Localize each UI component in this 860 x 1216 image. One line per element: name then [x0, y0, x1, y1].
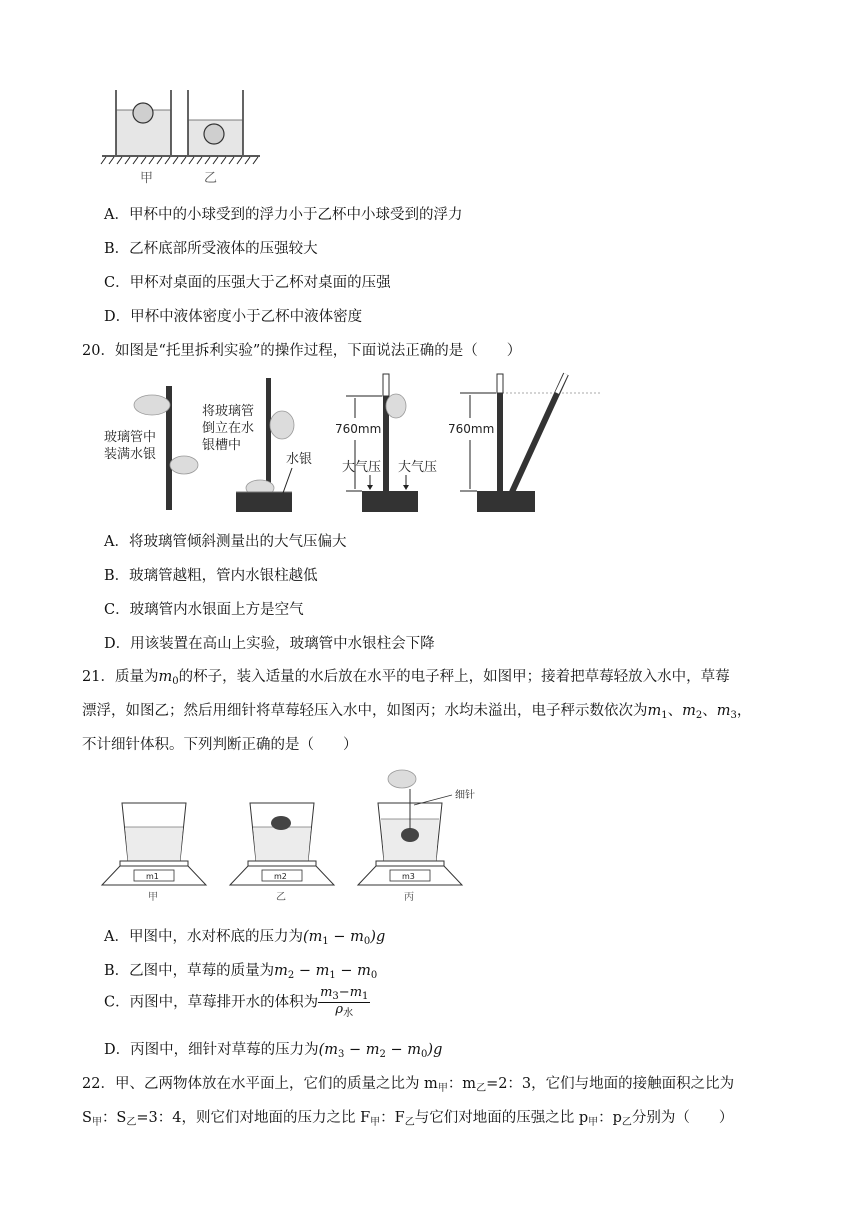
fig21-caption-3: 丙 [404, 892, 414, 903]
label-yi: 乙 [204, 171, 218, 186]
q21-stem-line-3: 不计细针体积。下列判断正确的是（ ） [82, 737, 358, 753]
fig21-scale-3: m3 [402, 872, 415, 881]
fig20-text-6: 水银 [286, 452, 313, 467]
label-jia: 甲 [140, 171, 154, 186]
figure-20 [100, 370, 600, 515]
q21-stem-1a: 21．质量为 [82, 669, 159, 685]
fig20-text-2: 装满水银 [104, 447, 157, 462]
fig21-scale-1: m1 [146, 872, 159, 881]
q21-option-b: B．乙图中，草莓的质量为$m_2 - m_1 - m_0$ [104, 963, 378, 981]
q21-option-d: D．丙图中，细针对草莓的压力为$(m_3 - m_2 - m_0)g$ [104, 1042, 443, 1060]
q19-option-d: D．甲杯中液体密度小于乙杯中液体密度 [104, 309, 363, 325]
q19-option-b: B．乙杯底部所受液体的压强较大 [104, 241, 318, 257]
fig20-pressure-2: 大气压 [398, 460, 438, 475]
fig21-needle-label: 细针 [455, 790, 475, 801]
fig20-text-5: 银槽中 [202, 438, 242, 453]
q20-option-a: A．将玻璃管倾斜测量出的大气压偏大 [104, 534, 347, 550]
fig20-pressure-1: 大气压 [342, 460, 382, 475]
q20-stem: 20．如图是“托里拆利实验”的操作过程，下面说法正确的是（ ） [82, 343, 522, 359]
q22-line-1: 22．甲、乙两物体放在水平面上，它们的质量之比为 $m_甲$：$m_乙=2$：3，它们与地面的接触面积之比为 [82, 1076, 735, 1094]
figure-21 [100, 765, 500, 905]
q19-option-a: A．甲杯中的小球受到的浮力小于乙杯中小球受到的浮力 [104, 207, 463, 223]
q22-line-2: $S_甲$：$S_乙=3$：4，则它们对地面的压力之比 $F_甲$：$F_乙$与它们对地面的压强之比 $p_甲$：$p_乙$分别为（ ） [82, 1110, 734, 1128]
q21-stem-2: 漂浮，如图乙；然后用细针将草莓轻压入水中，如图丙；水均未溢出，电子秤示数依次为 [82, 703, 648, 719]
fig20-text-3: 将玻璃管 [202, 404, 255, 419]
q21-option-a: A．甲图中，水对杯底的压力为$(m_1 - m_0)g$ [104, 929, 386, 947]
q20-option-b: B．玻璃管越粗，管内水银柱越低 [104, 568, 318, 584]
fig20-height-2: 760mm [448, 422, 495, 436]
q20-option-d: D．用该装置在高山上实验，玻璃管中水银柱会下降 [104, 636, 435, 652]
q21-stem-1b: 的杯子，装入适量的水后放在水平的电子秤上，如图甲；接着把草莓轻放入水中，草莓 [178, 669, 730, 685]
q21-stem-line-2: 漂浮，如图乙；然后用细针将草莓轻压入水中，如图丙；水均未溢出，电子秤示数依次为$m_1$、$m_2$、$m_3$， [82, 703, 752, 721]
fig20-text-1: 玻璃管中 [104, 430, 157, 445]
fig21-scale-2: m2 [274, 872, 287, 881]
fig20-height-1: 760mm [335, 422, 382, 436]
q21-stem-line-1: 21．质量为$m_0$的杯子，装入适量的水后放在水平的电子秤上，如图甲；接着把草莓轻放入水中，草莓 [82, 669, 730, 687]
q20-option-c: C．玻璃管内水银面上方是空气 [104, 602, 304, 618]
q19-option-c: C．甲杯对桌面的压强大于乙杯对桌面的压强 [104, 275, 391, 291]
figure-19 [100, 88, 270, 188]
q21-option-c: C．丙图中，草莓排开水的体积为 $\frac{m_3-m_1}{\rho_水}$ [104, 985, 369, 1019]
fig20-text-4: 倒立在水 [202, 421, 255, 436]
fig21-caption-1: 甲 [148, 892, 158, 903]
fig21-caption-2: 乙 [276, 892, 286, 903]
